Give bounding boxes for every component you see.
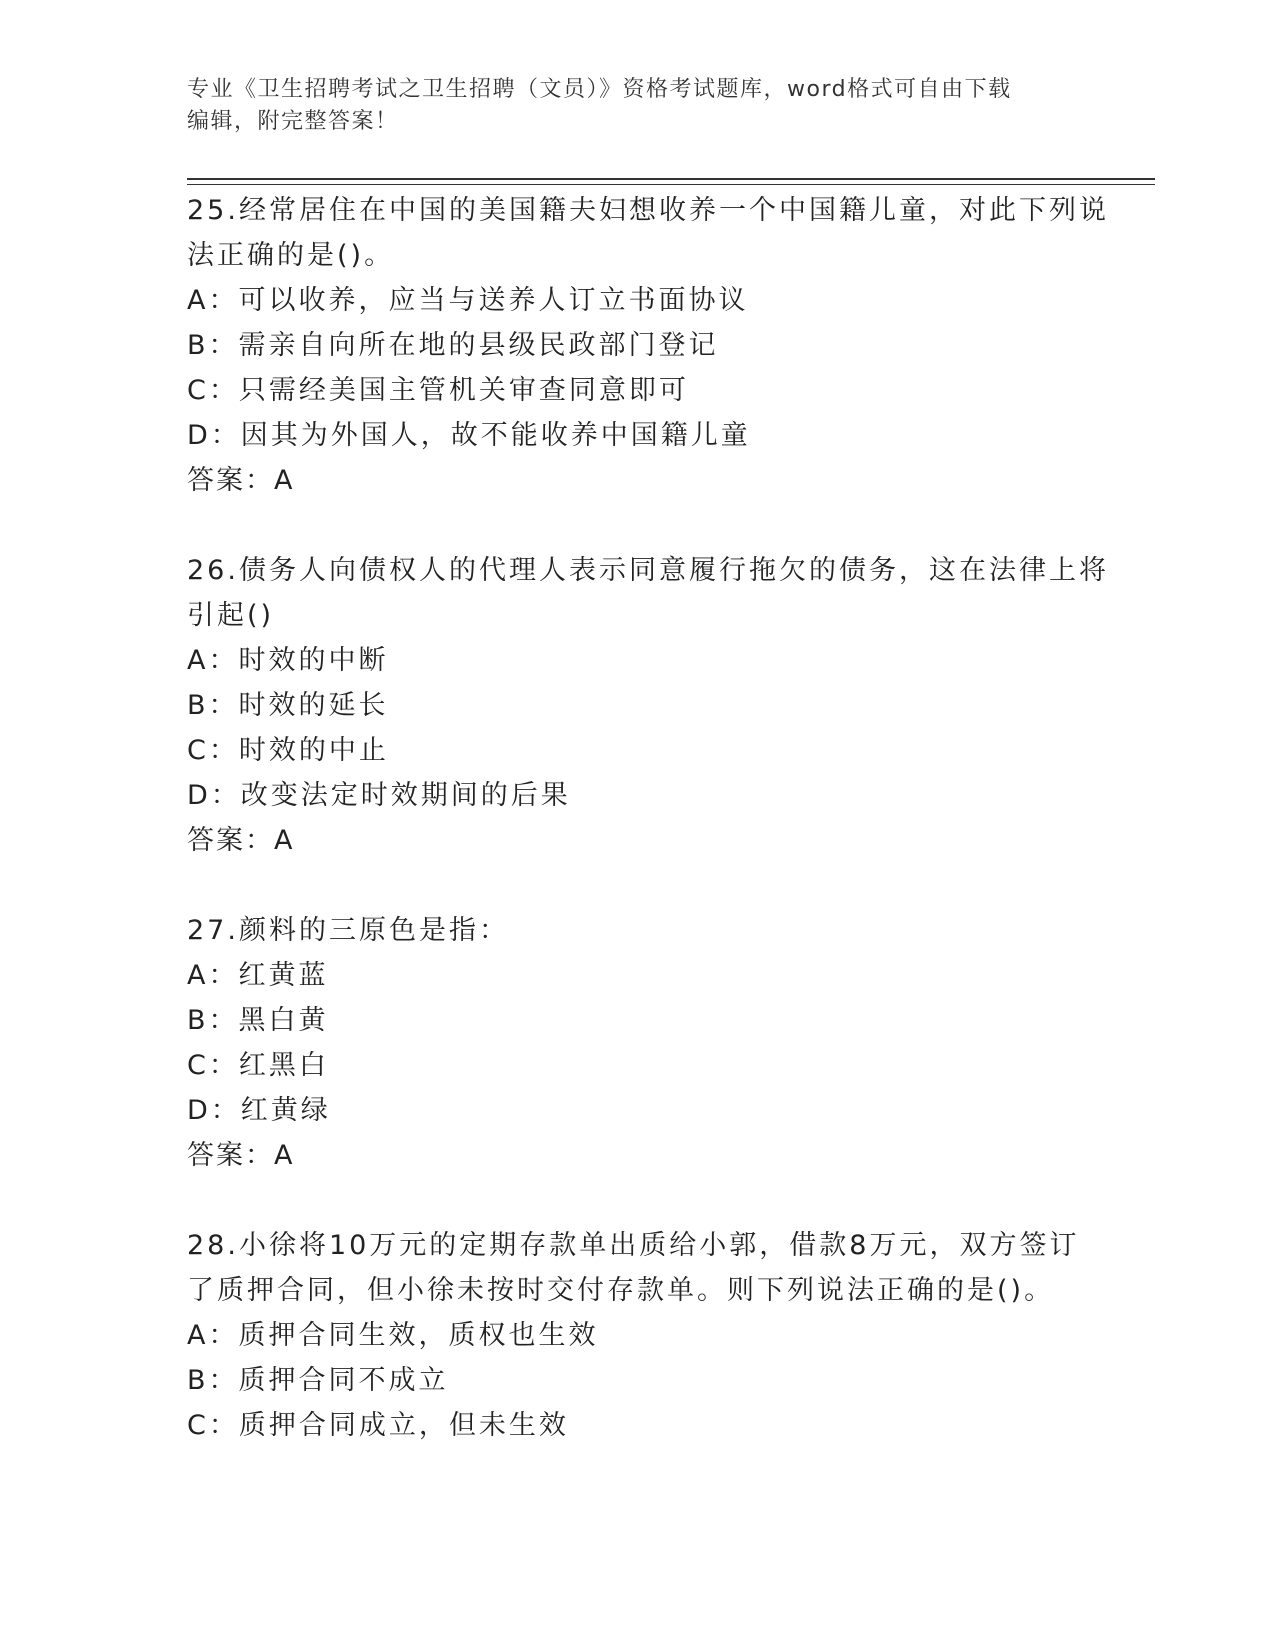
option-c: C：红黑白 bbox=[187, 1050, 329, 1081]
option-a: A：红黄蓝 bbox=[187, 960, 329, 991]
question-stem-line: 27.颜料的三原色是指： bbox=[187, 915, 509, 946]
option-a: A：可以收养，应当与送养人订立书面协议 bbox=[187, 285, 749, 316]
question-stem-line: 25.经常居住在中国的美国籍夫妇想收养一个中国籍儿童，对此下列说 bbox=[187, 195, 1109, 226]
question-25 bbox=[187, 188, 1109, 503]
option-a: A：时效的中断 bbox=[187, 645, 389, 676]
answer-line: 答案：A bbox=[187, 465, 295, 496]
header-line-1: 专业《卫生招聘考试之卫生招聘（文员）》资格考试题库，word格式可自由下载 bbox=[187, 77, 1012, 102]
answer-line: 答案：A bbox=[187, 825, 295, 856]
question-26 bbox=[187, 548, 1109, 863]
option-b: B：需亲自向所在地的县级民政部门登记 bbox=[187, 330, 719, 361]
option-c: C：时效的中止 bbox=[187, 735, 389, 766]
question-stem-line: 了质押合同，但小徐未按时交付存款单。则下列说法正确的是()。 bbox=[187, 1275, 1055, 1306]
option-b: B：时效的延长 bbox=[187, 690, 389, 721]
header-line-2: 编辑，附完整答案！ bbox=[187, 109, 399, 134]
document-header bbox=[187, 74, 1067, 138]
question-stem-line: 28.小徐将10万元的定期存款单出质给小郭，借款8万元，双方签订 bbox=[187, 1230, 1080, 1261]
question-stem-line: 26.债务人向债权人的代理人表示同意履行拖欠的债务，这在法律上将 bbox=[187, 555, 1109, 586]
header-divider-thin bbox=[187, 184, 1155, 185]
question-stem-line: 法正确的是()。 bbox=[187, 240, 395, 271]
option-c: C：质押合同成立，但未生效 bbox=[187, 1410, 569, 1441]
question-28 bbox=[187, 1223, 1087, 1448]
option-b: B：黑白黄 bbox=[187, 1005, 329, 1036]
option-d: D：改变法定时效期间的后果 bbox=[187, 780, 571, 811]
question-27 bbox=[187, 908, 1087, 1178]
header-divider-thick bbox=[187, 178, 1155, 180]
option-b: B：质押合同不成立 bbox=[187, 1365, 449, 1396]
option-c: C：只需经美国主管机关审查同意即可 bbox=[187, 375, 689, 406]
answer-line: 答案：A bbox=[187, 1140, 295, 1171]
option-a: A：质押合同生效，质权也生效 bbox=[187, 1320, 599, 1351]
option-d: D：红黄绿 bbox=[187, 1095, 331, 1126]
option-d: D：因其为外国人，故不能收养中国籍儿童 bbox=[187, 420, 751, 451]
question-stem-line: 引起() bbox=[187, 600, 275, 631]
